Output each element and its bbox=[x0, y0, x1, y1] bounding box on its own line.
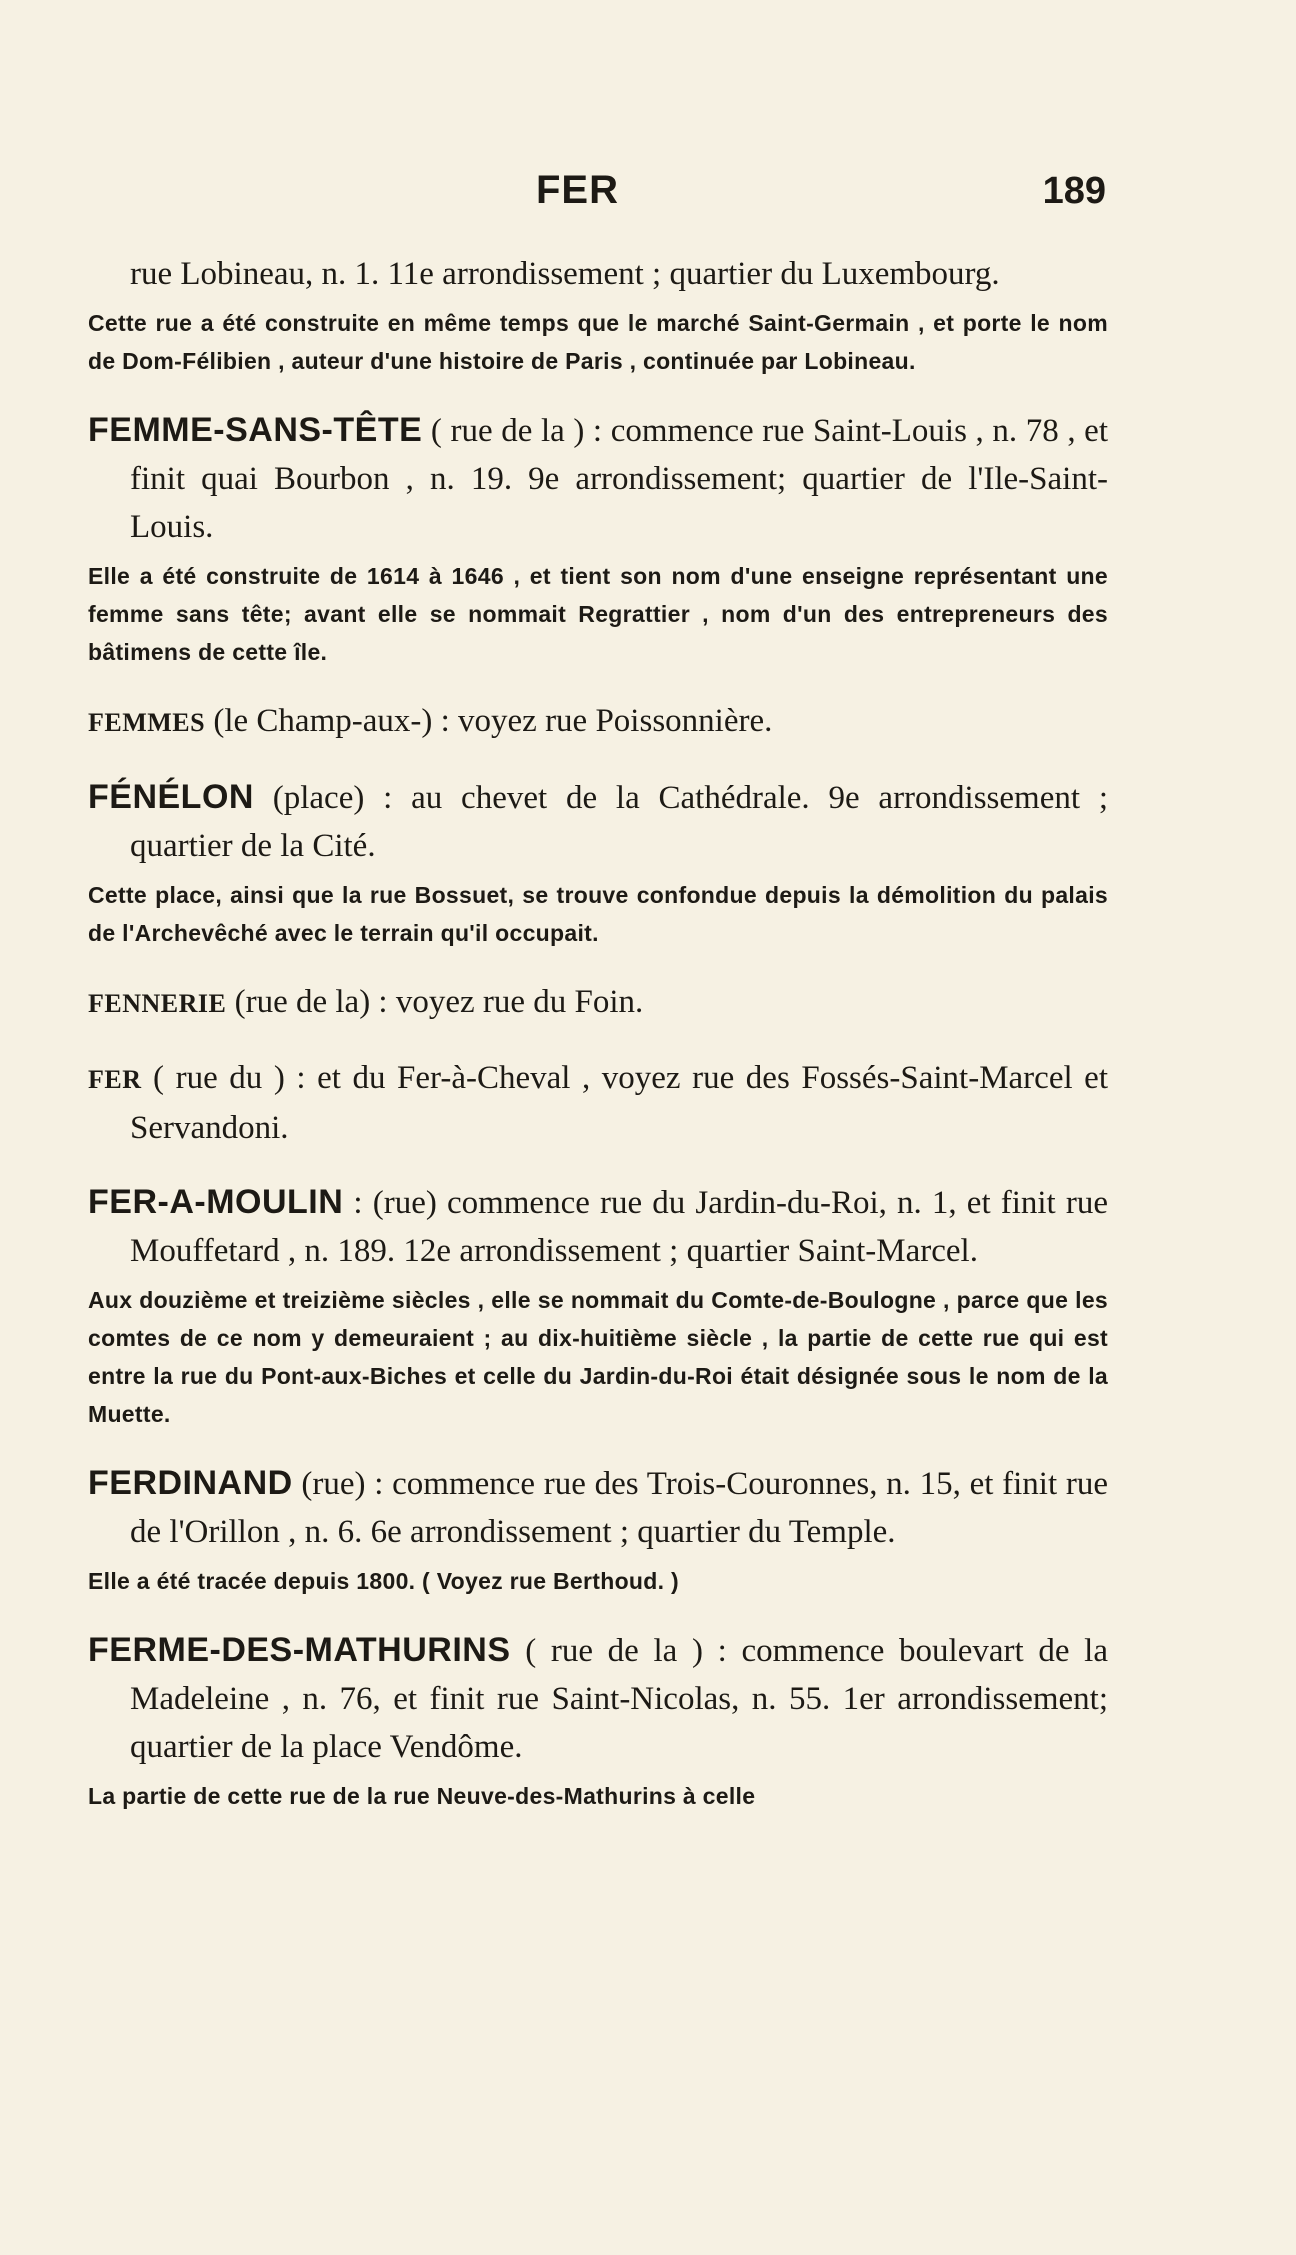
running-head bbox=[0, 168, 1296, 220]
entry-fer-a-moulin bbox=[88, 1178, 1108, 1433]
entry-fennerie bbox=[88, 978, 1108, 1028]
entry-note: Cette rue a été construite en même temps que le marché Saint-Germain , et porte le nom de Dom-Félibien , auteur d'une histoire de Paris , continuée par Lobineau. bbox=[88, 310, 1108, 374]
entry-note: Cette place, ainsi que la rue Bossuet, se trouve confondue depuis la démolition du palais de l'Archevêché avec le terrain qu'il occupait. bbox=[88, 882, 1108, 946]
entry-text: ( rue du ) : et du Fer-à-Cheval , voyez rue des Fossés-Saint-Marcel et Servandoni. bbox=[130, 1060, 1108, 1146]
entry-ferme-des-mathurins bbox=[88, 1626, 1108, 1815]
entry-fenelon bbox=[88, 773, 1108, 952]
entry-text: (place) : au chevet de la Cathédrale. 9e arrondissement ; quartier de la Cité. bbox=[130, 780, 1108, 864]
entry-headword: FER-A-MOULIN bbox=[88, 1183, 344, 1221]
entry-note: Elle a été tracée depuis 1800. ( Voyez rue Berthoud. ) bbox=[88, 1568, 679, 1594]
text-column bbox=[88, 250, 1108, 1841]
entry-headword: FEMMES bbox=[88, 708, 206, 737]
entry-text: (le Champ-aux-) : voyez rue Poissonnière. bbox=[205, 703, 773, 739]
entry-femmes bbox=[88, 697, 1108, 747]
entry-text: (rue) : commence rue des Trois-Couronnes, n. 15, et finit rue de l'Orillon , n. 6. 6e arrondissement ; quartier du Temple. bbox=[130, 1466, 1108, 1550]
entry-headword: FENNERIE bbox=[88, 989, 227, 1018]
entry-note: La partie de cette rue de la rue Neuve-des-Mathurins à celle bbox=[88, 1783, 756, 1809]
entry-text: ( rue de la ) : commence boulevart de la Madeleine , n. 76, et finit rue Saint-Nicolas, n. 55. 1er arrondissement; quartier de la place Vendôme. bbox=[130, 1633, 1108, 1765]
entry-ferdinand bbox=[88, 1459, 1108, 1600]
entry-note: Aux douzième et treizième siècles , elle se nommait du Comte-de-Boulogne , parce que les comtes de ce nom y demeuraient ; au dix-huitième siècle , la partie de cette rue qui est entre la rue du Pont-aux-Biches et celle du Jardin-du-Roi était désignée sous le nom de la Muette. bbox=[88, 1287, 1108, 1427]
entry-text: : (rue) commence rue du Jardin-du-Roi, n. 1, et finit rue Mouffetard , n. 189. 12e arrondissement ; quartier Saint-Marcel. bbox=[130, 1185, 1108, 1269]
entry-headword: FÉNÉLON bbox=[88, 778, 254, 816]
entry-femme-sans-tete bbox=[88, 406, 1108, 671]
entry-note: Elle a été construite de 1614 à 1646 , et tient son nom d'une enseigne représentant une femme sans tête; avant elle se nommait Regrattier , nom d'un des entrepreneurs des bâtimens de cette île. bbox=[88, 563, 1108, 665]
entry-headword: FER bbox=[88, 1065, 142, 1094]
entry-text: (rue de la) : voyez rue du Foin. bbox=[226, 984, 644, 1020]
entry-continuation bbox=[88, 250, 1108, 380]
entry-text: ( rue de la ) : commence rue Saint-Louis , n. 78 , et finit quai Bourbon , n. 19. 9e arrondissement; quartier de l'Ile-Saint-Louis. bbox=[130, 413, 1108, 545]
entry-headword: FEMME-SANS-TÊTE bbox=[88, 411, 423, 449]
running-head-word: FER bbox=[536, 168, 619, 212]
entry-text: rue Lobineau, n. 1. 11e arrondissement ; quartier du Luxembourg. bbox=[130, 256, 1000, 292]
entry-headword: FERDINAND bbox=[88, 1464, 293, 1502]
page-number: 189 bbox=[1042, 170, 1106, 212]
entry-headword: FERME-DES-MATHURINS bbox=[88, 1631, 511, 1669]
entry-fer bbox=[88, 1054, 1108, 1152]
